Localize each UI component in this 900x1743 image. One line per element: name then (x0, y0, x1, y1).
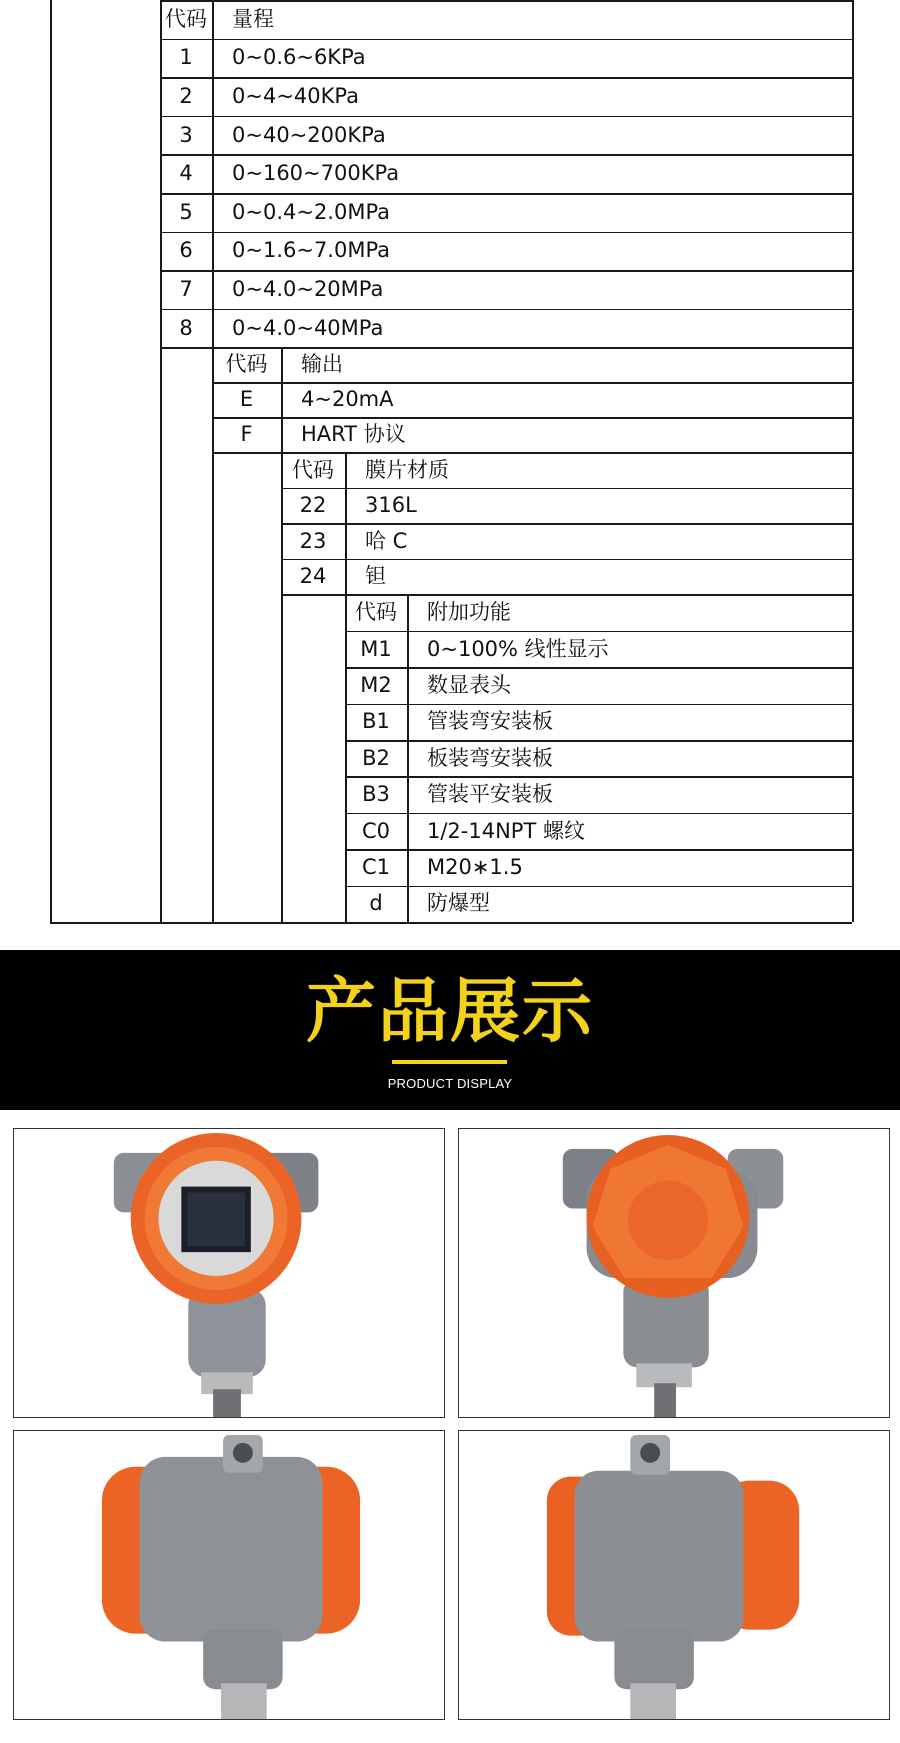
function-table-row-code: M2 (360, 672, 392, 697)
table-rule (160, 77, 852, 79)
outer-frame-bottom (50, 922, 852, 924)
output-table-header-label: 输出 (301, 352, 343, 377)
range-table-row-code: 3 (179, 122, 193, 147)
function-table-row-label: 防爆型 (427, 891, 490, 916)
table-rule (281, 523, 852, 525)
product-photo-front-cover (458, 1128, 890, 1418)
table-rule (212, 382, 852, 384)
range-table-row-label: 0~160~700KPa (232, 161, 400, 186)
function-table-row-code: M1 (360, 636, 392, 661)
banner-underline (392, 1060, 507, 1064)
column-rule (345, 594, 347, 922)
range-table-row-label: 0~1.6~7.0MPa (232, 238, 391, 263)
table-rule (281, 452, 852, 454)
product-photo-side-left (458, 1430, 890, 1720)
function-table-row-label: 1/2-14NPT 螺纹 (427, 818, 585, 843)
table-rule (160, 232, 852, 234)
range-table-header-label: 量程 (232, 6, 274, 31)
material-table-row-code: 24 (299, 564, 327, 589)
range-table-row-code: 7 (179, 277, 193, 301)
table-rule (160, 154, 852, 156)
product-photo-front-display (13, 1128, 445, 1418)
range-table-row-label: 0~0.4~2.0MPa (232, 199, 391, 224)
material-table-row-label: 316L (365, 493, 417, 518)
output-table-header-code: 代码 (225, 352, 268, 377)
function-table-row-code: B2 (362, 745, 390, 770)
function-table-header-code: 代码 (355, 600, 397, 625)
table-rule (345, 813, 852, 815)
table-rule (160, 39, 852, 41)
table-rule (281, 559, 852, 561)
banner-title: 产品展示 (306, 970, 594, 1052)
product-photo-side-right (13, 1430, 445, 1720)
table-rule (345, 849, 852, 851)
outer-frame-right (852, 0, 854, 922)
function-table-row-label: 数显表头 (427, 672, 511, 697)
function-table-row-code: B1 (362, 709, 390, 734)
table-rule (281, 488, 852, 490)
range-table-row-code: 8 (179, 315, 193, 340)
table-rule (160, 193, 852, 195)
function-table-row-code: C0 (361, 818, 391, 843)
range-table-row-code: 6 (179, 238, 193, 263)
range-table-row-label: 0~4~40KPa (232, 84, 359, 108)
output-table-row-code: E (239, 387, 254, 412)
output-table-row-label: HART 协议 (301, 422, 406, 447)
function-table-row-label: 管装平安装板 (427, 782, 553, 807)
banner-subtitle: PRODUCT DISPLAY (387, 1076, 513, 1091)
function-table-row-code: d (369, 891, 383, 916)
column-rule (212, 347, 214, 922)
table-rule (212, 0, 214, 347)
material-table-row-label: 哈 C (365, 528, 408, 553)
table-rule (160, 270, 852, 272)
range-table-row-code: 4 (179, 161, 193, 186)
material-table-header-code: 代码 (292, 457, 334, 482)
table-rule (345, 704, 852, 706)
table-rule (345, 776, 852, 778)
output-table-row-code: F (240, 422, 253, 447)
table-rule (160, 116, 852, 118)
range-table-row-code: 1 (179, 45, 193, 70)
table-rule (345, 594, 852, 596)
table-rule (160, 0, 852, 2)
material-table-header-label: 膜片材质 (365, 457, 449, 482)
table-rule (345, 740, 852, 742)
table-rule (345, 631, 852, 633)
column-rule (281, 452, 283, 922)
range-table-row-label: 0~0.6~6KPa (232, 45, 366, 70)
table-rule (160, 309, 852, 311)
material-table-row-code: 23 (299, 528, 327, 553)
function-table-row-code: B3 (362, 782, 390, 807)
range-table-row-code: 5 (179, 199, 193, 224)
function-table-row-label: 板装弯安装板 (427, 745, 553, 770)
table-rule (345, 452, 347, 594)
function-table-row-label: 管装弯安装板 (427, 709, 553, 734)
material-table-row-code: 22 (299, 493, 327, 518)
column-rule (160, 0, 162, 922)
table-rule (212, 417, 852, 419)
material-table-row-label: 钽 (365, 564, 386, 589)
table-rule (407, 594, 409, 922)
output-table-row-label: 4~20mA (301, 387, 394, 412)
function-table-row-label: 0~100% 线性显示 (427, 636, 609, 661)
range-table-row-label: 0~4.0~20MPa (232, 277, 384, 301)
range-table-header-code: 代码 (165, 6, 207, 31)
function-table-header-label: 附加功能 (427, 600, 511, 625)
table-rule (281, 347, 283, 452)
table-rule (345, 886, 852, 888)
range-table-row-label: 0~40~200KPa (232, 122, 386, 147)
outer-frame-left (50, 0, 52, 922)
function-table-row-label: M20∗1.5 (427, 854, 523, 879)
function-table-row-code: C1 (361, 854, 391, 879)
range-table-row-label: 0~4.0~40MPa (232, 315, 384, 340)
table-rule (212, 347, 852, 349)
table-rule (345, 667, 852, 669)
range-table-row-code: 2 (179, 84, 193, 108)
product-display-banner (0, 950, 900, 1110)
